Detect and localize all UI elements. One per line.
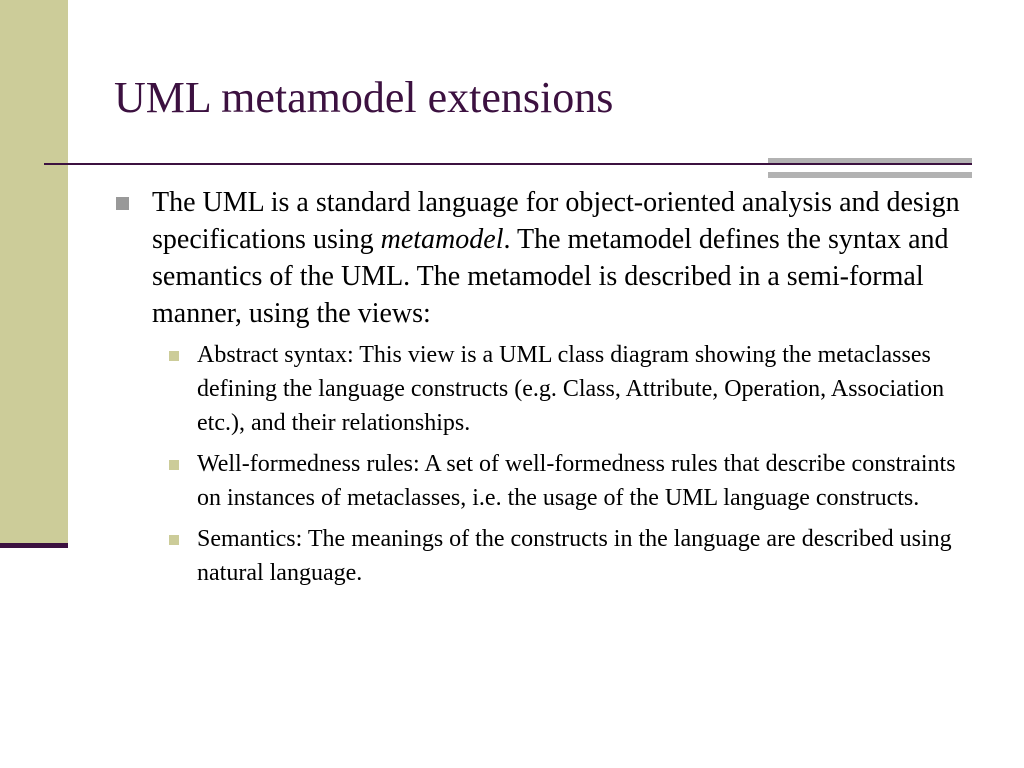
side-bar-rule	[0, 543, 68, 548]
slide-body	[114, 184, 964, 597]
sub-bullet-abstract-syntax	[166, 338, 964, 440]
main-text-after: . The metamodel defines the syntax and semantics of the UML. The metamodel is described in a semi-formal manner, using the views:	[152, 224, 949, 329]
accent-rule-bottom	[768, 172, 972, 178]
sub-bullet-text: Semantics: The meanings of the constructs in the language are described using natural language.	[197, 526, 952, 586]
slide-title: UML metamodel extensions	[114, 73, 614, 122]
sub-bullet-semantics	[166, 522, 964, 590]
square-bullet-icon	[116, 197, 129, 210]
sub-bullet-text: Abstract syntax: This view is a UML class diagram showing the metaclasses defining the language constructs (e.g. Class, Attribute, Operation, Association etc.), and their relationships.	[197, 342, 945, 436]
square-bullet-icon	[169, 351, 179, 361]
square-bullet-icon	[169, 460, 179, 470]
sub-bullet-list	[114, 338, 964, 590]
sub-bullet-well-formedness	[166, 447, 964, 515]
sub-bullet-text: Well-formedness rules: A set of well-formedness rules that describe constraints on instances of metaclasses, i.e. the usage of the UML language constructs.	[197, 451, 956, 511]
main-bullet-point	[114, 184, 964, 332]
square-bullet-icon	[169, 535, 179, 545]
main-text-emphasis: metamodel	[380, 224, 504, 255]
side-decoration-bar	[0, 0, 68, 545]
title-underline	[44, 163, 972, 165]
main-bullet-text	[152, 184, 964, 332]
main-text-before: The UML is a standard language for object-oriented analysis and design specifications using	[152, 187, 960, 255]
